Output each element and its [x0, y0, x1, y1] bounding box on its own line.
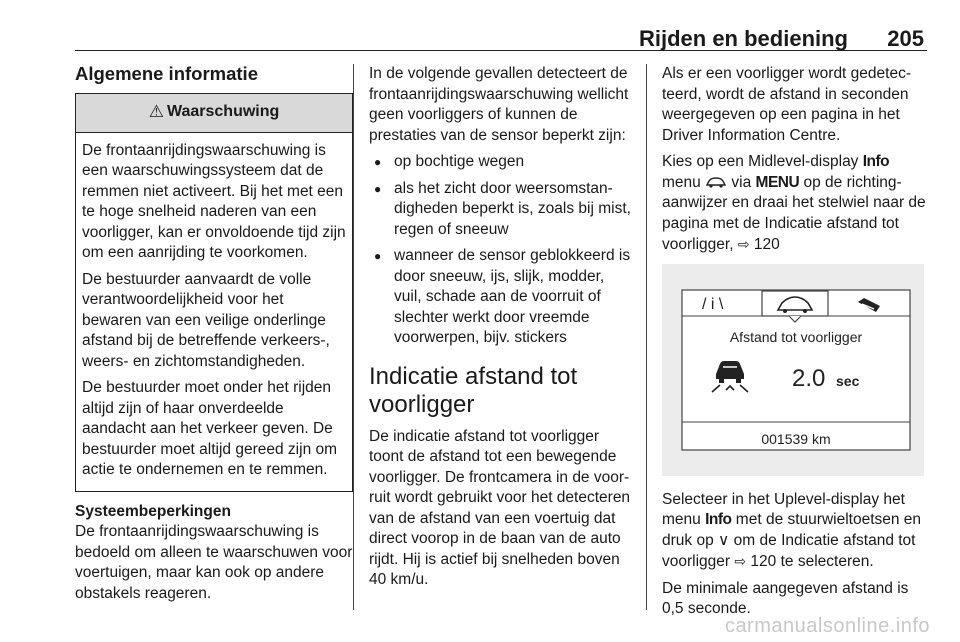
warning-paragraph: De bestuurder moet onder het rijden altijd zijn of haar onverdeelde aandacht aan het verkeer geven. De bestuurder moet altijd gereed zijn om actie te ondernemen en te remmen.: [82, 379, 338, 478]
text-run: Kies op een Midlevel-display: [662, 153, 863, 170]
column-divider-1: [353, 64, 354, 610]
keyword-menu: MENU: [755, 173, 800, 191]
display-label: Afstand tot voorligger: [729, 328, 863, 345]
page-header-title: Rijden en bediening: [638, 26, 848, 51]
text-run: met de stuurwieltoetsen en druk op: [662, 511, 922, 549]
page-number: 205: [887, 26, 924, 51]
text-run: op de richtingaanwijzer en draai het stelwiel naar de pagina met de Indicatie afstand tot voorligger,: [662, 173, 926, 253]
detected-paragraph: Als er een voorligger wordt gedetecteerd, wordt de afstand in seconden weergegeven op een pagina in het Driver Information Centre.: [662, 65, 912, 144]
car-tab-icon: [762, 291, 828, 316]
column-divider-2: [646, 64, 647, 610]
uplevel-instructions: [662, 490, 927, 573]
list-item: ● op bochtige wegen: [369, 152, 632, 173]
distance-value: 2.0: [792, 364, 826, 392]
odometer-reading: 001539 km: [761, 430, 831, 447]
list-item: ● wanneer de sensor geblokkeerd is door sneeuw, ijs, slijk, modder, vuil, schade aan de voorruit of slechter werkt door vreemde voorwerpen, bijv. stickers: [369, 246, 632, 349]
warning-paragraph: De bestuurder aanvaardt de volle verantwoordelijkheid voor het bewaren van een veilige onderlinge afstand bij de betreffende verkeers-, weers- en zichtomstandigheden.: [82, 270, 330, 370]
warning-title: Waarschuwing: [166, 103, 280, 121]
keyword-info: Info: [705, 511, 732, 528]
header-rule: [75, 50, 927, 51]
section-heading-distance-indication: Indicatie afstand tot voorligger: [369, 362, 578, 418]
watermark: carmanualsonline.info: [724, 615, 930, 637]
limitation-list: [369, 152, 632, 349]
section-heading-general: Algemene informatie: [75, 63, 258, 84]
warning-paragraph: De frontaanrijdingswaarschuwing is een waarschuwingssysteem dat de remmen niet activeert. Bij het met een te hoge snelheid naderen van een voorligger, kan er onvoldoende tijd zijn om een aanrijding te voorkomen.: [82, 141, 346, 261]
warning-box: [75, 93, 353, 492]
minimum-distance-paragraph: De minimale aangegeven afstand is 0,5 seconde.: [662, 579, 909, 617]
midlevel-instructions: [662, 152, 927, 256]
column-3: [662, 64, 927, 626]
text-run: via: [727, 173, 756, 191]
keyword-info: Info: [862, 153, 890, 170]
intro-paragraph: In de volgende gevallen detecteert de frontaanrijdingswaarschuwing wellicht geen voorliggers of kunnen de prestaties van de sensor beperkt zijn:: [369, 65, 629, 144]
subheading-system-limits: Systeembeperkingen: [75, 502, 231, 520]
page-ref-arrow-icon: ⇨: [734, 553, 747, 569]
chevron-down-icon: ∨: [718, 531, 730, 549]
page-ref[interactable]: 120: [750, 553, 777, 570]
display-illustration: [662, 264, 924, 476]
tab-left-label: / i \: [702, 295, 724, 313]
warning-triangle-icon: ⚠: [148, 102, 164, 122]
list-item: ● als het zicht door weersomstandigheden beperkt is, zoals bij mist, regen of sneeuw: [369, 179, 632, 241]
text-run: om de Indicatie afstand tot voorligger: [662, 531, 916, 570]
column-1: [75, 64, 353, 610]
column-2: [369, 64, 632, 597]
text-run: Selecteer in het Uplevel-display het menu: [662, 490, 905, 528]
warning-body: [76, 133, 352, 491]
text-run: te selecteren.: [776, 553, 874, 570]
car-menu-icon: [705, 176, 727, 188]
page-ref[interactable]: 120: [753, 236, 780, 253]
page-ref-arrow-icon: ⇨: [737, 236, 750, 252]
warning-header: [76, 94, 352, 133]
text-run: menu: [662, 173, 706, 191]
system-limits-paragraph: De frontaanrijdingswaarschuwing is bedoeld om alleen te waarschuwen voor voertuigen, maar kan ook op andere obstakels reageren.: [75, 523, 353, 602]
distance-unit: sec: [836, 372, 860, 389]
distance-indication-paragraph: De indicatie afstand tot voorligger toont de afstand tot een bewegende voorligger. De frontcamera in de voorruit wordt gebruikt voor het detecteren van de afstand van een voertuig dat direct voorop in de baan van de auto rijdt. Hij is actief bij snelheden boven 40 km/u.: [369, 427, 631, 588]
